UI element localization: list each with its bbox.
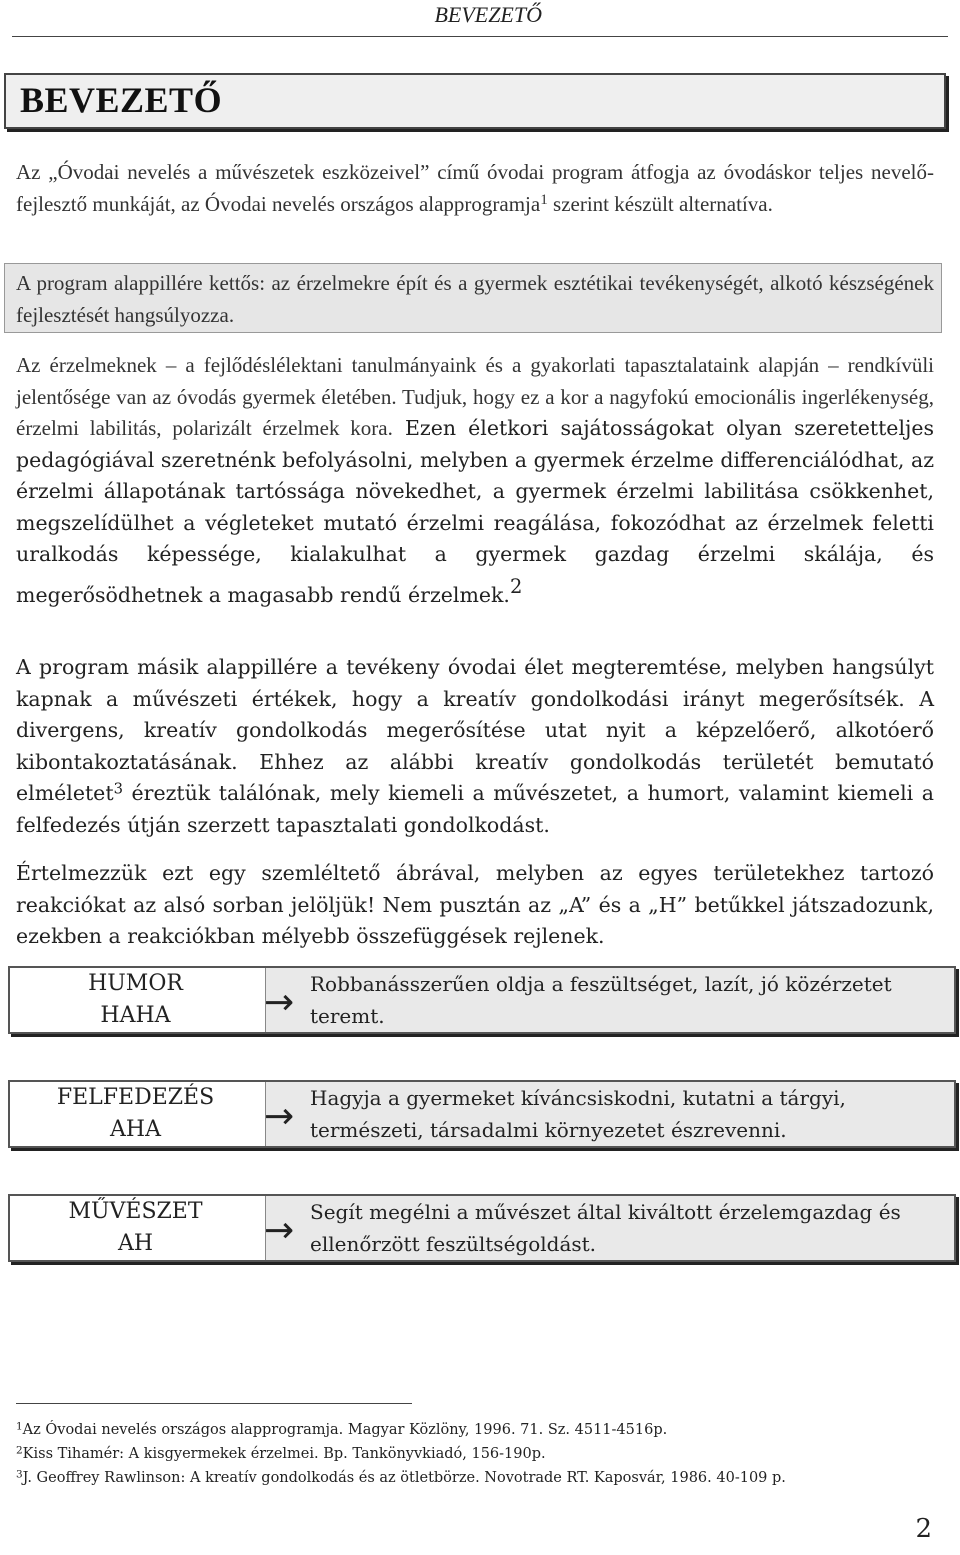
header-rule (12, 36, 948, 37)
footnote-text: Az Óvodai nevelés országos alapprogramja. Magyar Közlöny, 1996. 71. Sz. 4511-4516p. (22, 1422, 668, 1438)
footnote-number: 3 (16, 1468, 23, 1481)
reaction-area-humor (8, 968, 263, 1032)
title-box (4, 73, 946, 129)
footnote-ref-3[interactable]: 3 (113, 780, 123, 798)
paragraph-pillar-two-a: A program másik alappillére a tevékeny óvodai élet megteremtése, melyben hangsúlyt kapnak a művészeti értékek, hogy a kreatív gondolkodási irányt megerősítsék. A divergens, kreatív gondolkodás megerősítése utat nyit a képzelőerő, alkotóerő kibontakoztatásának. Ehhez az alábbi kreatív gondolkodás területét bemutató elméletet (16, 655, 934, 805)
reaction-description: Hagyja a gyermeket kíváncsiskodni, kutatni a tárgyi, természeti, társadalmi környezetet észrevenni. (310, 1086, 846, 1142)
footnote-number: 2 (16, 1444, 23, 1457)
arrow-right-icon: → (264, 1096, 295, 1137)
paragraph-pillar-two-b: éreztük találónak, mely kiemeli a művészetet, a humort, valamint kiemeli a felfedezés útján szerzett tapasztalati gondolkodást. (16, 781, 934, 837)
reaction-sound-label: HAHA (100, 1003, 171, 1028)
reaction-area-label: FELFEDEZÉS (56, 1085, 215, 1110)
footnote-text: J. Geoffrey Rawlinson: A kreatív gondolkodás és az ötletbörze. Novotrade RT. Kaposvár, 1986. 40-109 p. (22, 1470, 786, 1486)
arrow-right-icon: → (264, 982, 295, 1023)
reaction-description: Segít megélni a művészet által kiváltott érzelemgazdag és ellenőrzött feszültségoldást. (310, 1200, 901, 1256)
footnote-2 (16, 1442, 546, 1466)
paragraph-intro (16, 157, 934, 220)
page-title: BEVEZETŐ (20, 80, 223, 120)
paragraph-intro-tail: szerint készült alternatíva. (547, 191, 773, 216)
footnote-ref-2[interactable]: 2 (509, 574, 523, 598)
footnote-text: Kiss Tihamér: A kisgyermekek érzelmei. Bp. Tankönyvkiadó, 156-190p. (22, 1446, 546, 1462)
page-number: 2 (915, 1514, 932, 1544)
reaction-area-label: HUMOR (88, 971, 183, 996)
reaction-description: Robbanásszerűen oldja a feszültséget, lazít, jó közérzetet teremt. (310, 972, 892, 1028)
reaction-sound-label: AH (117, 1231, 154, 1256)
paragraph-pillar-two (16, 652, 934, 841)
footnote-3 (16, 1466, 786, 1490)
paragraph-emotions-b: Ezen életkori sajátosságokat olyan szeretetteljes pedagógiával szeretnénk befolyásolni, melyben a gyermek érzelme differenciálódhat, az érzelmi állapotának tartóssága növekedhet, a gyermek érzelmi labilitása csökkenhet, megszelídülhet a végleteket mutató érzelmi reagálása, fokozódhat az érzelmek feletti uralkodás képessége, kialakulhat a gyermek gazdag érzelmi skálája, és megerősödhetnek a magasabb rendű érzelmek. (16, 416, 935, 607)
arrow-right-icon: → (264, 1210, 295, 1251)
paragraph-intro-text: Az „Óvodai nevelés a művészetek eszközeivel” című óvodai program átfogja az óvodáskor teljes nevelő-fejlesztő munkáját, az Óvodai nevelés országos alapprogramja (16, 160, 934, 216)
footnote-number: 1 (16, 1420, 23, 1433)
footnote-1 (16, 1418, 667, 1442)
footnote-separator (16, 1403, 412, 1404)
reaction-area-label: MŰVÉSZET (68, 1199, 203, 1224)
paragraph-emotions (16, 350, 934, 611)
reaction-sound-label: AHA (110, 1117, 161, 1142)
reaction-area-art (8, 1196, 263, 1260)
paragraph-emotions-a: Az érzelmeknek – a fejlődéslélektani tanulmányaink és a gyakorlati tapasztalataink alapján – rendkívüli jelentősége van az óvodás gyermek életében. Tudjuk, hogy ez a kor a nagyfokú emocionális ingerlékenység, érzelmi labilitás, polarizált érzelmek kora. (16, 353, 934, 440)
paragraph-pillar-one: A program alappillére kettős: az érzelmekre épít és a gyermek esztétikai tevékenységét, alkotó készségének fejlesztését hangsúlyozza. (16, 271, 934, 327)
running-header: BEVEZETŐ (434, 2, 542, 27)
reaction-area-discovery (8, 1082, 263, 1146)
footnote-ref-1[interactable]: 1 (540, 191, 548, 208)
paragraph-diagram-intro: Értelmezzük ezt egy szemléltető ábrával, melyben az egyes területekhez tartozó reakciókat az alsó sorban jelöljük! Nem pusztán az „A” és a „H” betűkkel játszadozunk, ezekben a reakciókban mélyebb összefüggések rejlenek. (16, 861, 934, 948)
